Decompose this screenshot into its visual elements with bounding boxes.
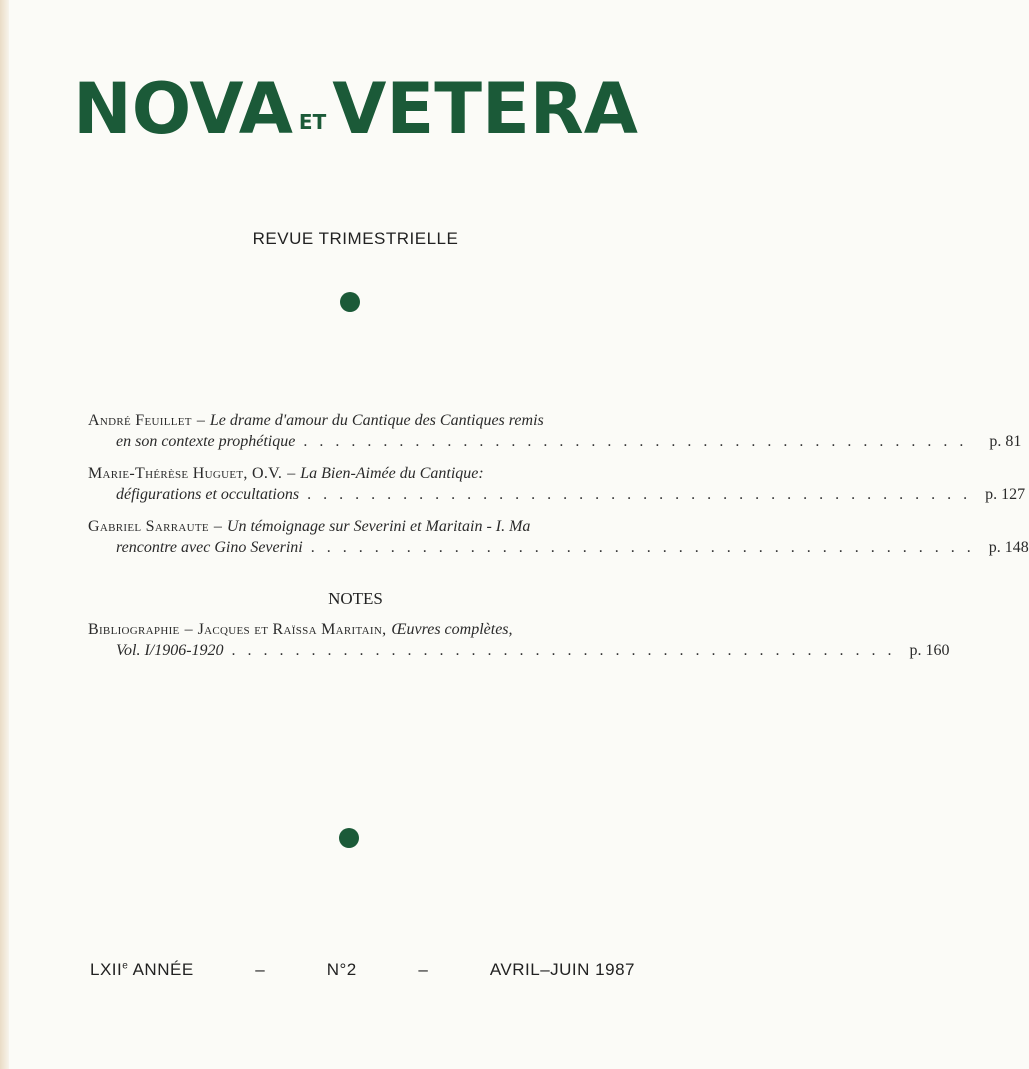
entry-page-number: p. 127: [985, 486, 1026, 503]
issue-year-number: LXII: [90, 960, 123, 979]
entry-line-1: [88, 619, 624, 640]
entry-author: André Feuillet: [88, 412, 192, 429]
entry-line-2: [88, 640, 950, 661]
entry-title: La Bien-Aimée du Cantique:: [300, 465, 484, 482]
issue-number: N°2: [326, 960, 357, 979]
page-binding-edge: [0, 0, 9, 1069]
masthead-word-vetera: VETERA: [332, 68, 638, 150]
notes-entry: [88, 619, 950, 661]
notes-heading: NOTES: [328, 589, 383, 608]
entry-page-number: p. 160: [909, 642, 950, 659]
entry-line-2: [88, 537, 1029, 558]
ornament-dot-bottom: [339, 828, 359, 848]
entry-subject-authors: Jacques et Raïssa Maritain,: [197, 621, 387, 638]
contents-entry: [88, 410, 1022, 452]
contents-entry: [88, 516, 1029, 558]
issue-year-word: ANNÉE: [128, 960, 194, 979]
issue-year-suffix: e: [122, 960, 129, 972]
entry-title-continued: en son contexte prophétique: [116, 433, 296, 450]
entry-author: Gabriel Sarraute: [88, 518, 209, 535]
entry-author: Bibliographie: [88, 621, 180, 638]
entry-line-1: [88, 516, 624, 537]
issue-date: AVRIL–JUIN 1987: [489, 960, 635, 979]
entry-dash: –: [287, 465, 296, 482]
ornament-dot-top: [340, 292, 360, 312]
footer-separator: –: [418, 960, 429, 979]
entry-title: Le drame d'amour du Cantique des Cantiques remis: [209, 412, 544, 429]
entry-title-continued: rencontre avec Gino Severini: [116, 539, 303, 556]
entry-dash: –: [184, 621, 193, 638]
dot-leader: . . . . . . . . . . . . . . . . . . . . . . . . . . . . . . . . . . . . . . . . . .: [310, 539, 975, 556]
dot-leader: . . . . . . . . . . . . . . . . . . . . . . . . . . . . . . . . . . . . . . . . . .: [307, 486, 972, 503]
dot-leader: . . . . . . . . . . . . . . . . . . . . . . . . . . . . . . . . . . . . . . . . . .: [231, 642, 896, 659]
masthead-connector: ET: [298, 110, 327, 134]
issue-footer: [90, 960, 635, 980]
journal-subtitle: REVUE TRIMESTRIELLE: [252, 229, 459, 248]
entry-title: Œuvres complètes,: [391, 621, 513, 638]
dot-leader: . . . . . . . . . . . . . . . . . . . . . . . . . . . . . . . . . . . . . . . . . .: [303, 433, 968, 450]
footer-separator: –: [255, 960, 266, 979]
journal-masthead: [0, 68, 711, 150]
masthead-word-nova: NOVA: [73, 68, 293, 150]
issue-year: [90, 960, 194, 980]
entry-page-number: p. 81: [989, 433, 1022, 450]
contents-entry: [88, 463, 1026, 505]
entry-dash: –: [196, 412, 205, 429]
entry-line-2: [88, 431, 1022, 452]
entry-title-continued: défigurations et occultations: [116, 486, 300, 503]
entry-page-number: p. 148: [988, 539, 1029, 556]
entry-line-2: [88, 484, 1026, 505]
entry-line-1: [88, 410, 624, 431]
entry-author: Marie-Thérèse Huguet, O.V.: [88, 465, 283, 482]
entry-dash: –: [213, 518, 222, 535]
entry-title: Un témoignage sur Severini et Maritain - I. Ma: [226, 518, 531, 535]
entry-line-1: [88, 463, 624, 484]
entry-title-continued: Vol. I/1906-1920: [116, 642, 224, 659]
